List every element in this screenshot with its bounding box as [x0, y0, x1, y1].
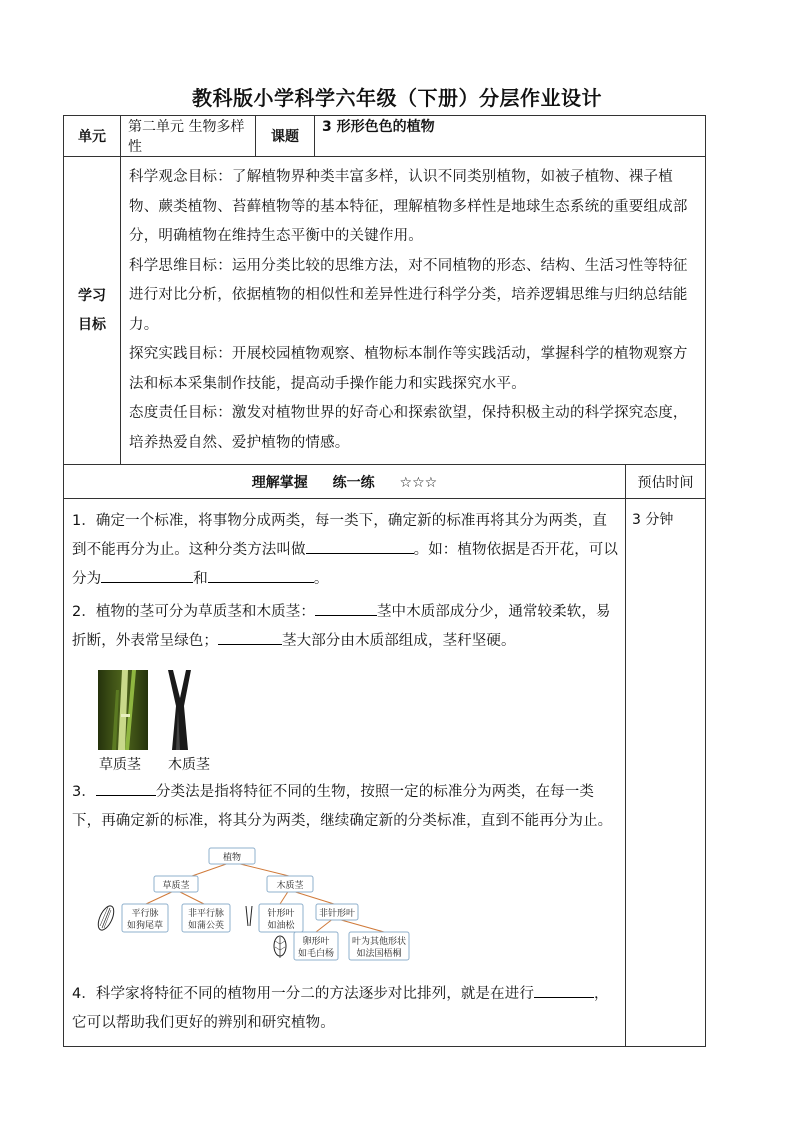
q4-text-b: ，它可以帮助我们更好的辨别和研究植物。 — [72, 986, 609, 1031]
exercise-content — [64, 499, 626, 1047]
goal-practice: 探究实践目标：开展校园植物观察、植物标本制作等实践活动，掌握科学的植物观察方法和标本采集制作技能，提高动手操作能力和实践探究水平。 — [129, 346, 688, 392]
q3-text-a: 3． — [72, 784, 96, 800]
q3-text-b: 分类法是指将特征不同的生物，按照一定的标准分为两类，在每一类下，再确定新的标准，将其分为两类，继续确定新的分类标准，直到不能再分为止。 — [72, 784, 613, 829]
q2-blank-2[interactable] — [218, 628, 282, 645]
q1-text-a: 1．确定一个标准，将事物分成两类，每一类下，确定新的标准再将其分为两类，直到不能再分为止。这种分类方法叫做 — [72, 513, 607, 558]
herbaceous-stem-image — [98, 670, 148, 750]
tree-label-other-1: 叶为其他形状 — [351, 937, 407, 947]
header-row — [64, 116, 706, 157]
classification-tree — [94, 846, 619, 972]
goals-label-line2: 目标 — [78, 316, 106, 333]
tree-label-oval-1: 卵形叶 — [302, 937, 330, 947]
woody-stem-caption: 木质茎 — [168, 757, 210, 773]
section-title-a: 理解掌握 — [251, 474, 308, 491]
time-header: 预估时间 — [626, 465, 706, 499]
tree-label-parallel-2: 如狗尾草 — [126, 921, 164, 931]
q2-text-a: 2．植物的茎可分为草质茎和木质茎： — [72, 604, 315, 620]
parallel-leaf-icon — [95, 904, 117, 933]
tree-label-herb: 草质茎 — [162, 881, 190, 891]
q1-blank-1[interactable] — [306, 537, 414, 554]
q3-blank-1[interactable] — [96, 779, 156, 796]
exercise-row — [64, 499, 706, 1047]
q2-blank-1[interactable] — [315, 599, 377, 616]
tree-label-wood: 木质茎 — [276, 881, 304, 891]
question-1 — [72, 507, 619, 594]
tree-label-nonparallel-2: 如蒲公英 — [187, 921, 225, 931]
q1-blank-3[interactable] — [208, 566, 314, 583]
tree-label-root: 植物 — [222, 853, 242, 863]
unit-value: 第二单元 生物多样性 — [121, 116, 256, 157]
q1-blank-2[interactable] — [101, 566, 193, 583]
goals-row — [64, 157, 706, 465]
goals-label-line1: 学习 — [78, 287, 106, 304]
unit-label: 单元 — [64, 116, 121, 157]
question-4 — [72, 980, 619, 1038]
lesson-label: 课题 — [256, 116, 315, 157]
needle-leaf-icon — [246, 906, 252, 926]
goals-content — [121, 157, 706, 465]
section-title-b: 练一练 — [332, 474, 375, 491]
tree-label-nonneedle: 非针形叶 — [318, 909, 356, 919]
question-3 — [72, 778, 619, 836]
section-title — [64, 465, 626, 499]
q1-text-b: 。如：植物依据是否开花，可以分为 — [72, 542, 619, 587]
tree-label-needle-1: 针形叶 — [267, 909, 295, 919]
goal-thinking: 科学思维目标：运用分类比较的思维方法，对不同植物的形态、结构、生活习性等特征进行对比分析，依据植物的相似性和差异性进行科学分类，培养逻辑思维与归纳总结能力。 — [129, 257, 688, 333]
tree-label-other-2: 如法国梧桐 — [356, 949, 402, 959]
difficulty-stars: ☆☆☆ — [399, 474, 438, 491]
q2-text-b: 茎中木质部成分少，通常较柔软，易折断，外表常呈绿色； — [72, 604, 611, 649]
q4-blank-1[interactable] — [534, 981, 594, 998]
lesson-value: 3 形形色色的植物 — [315, 116, 706, 157]
stem-photos — [94, 670, 214, 752]
tree-label-needle-2: 如油松 — [267, 921, 295, 931]
q4-text-a: 4．科学家将特征不同的植物用一分二的方法逐步对比排列，就是在进行 — [72, 986, 534, 1002]
section-header-row — [64, 465, 706, 499]
oval-leaf-icon — [274, 936, 286, 958]
q2-text-c: 茎大部分由木质部组成，茎秆坚硬。 — [282, 633, 516, 649]
tree-label-nonparallel-1: 非平行脉 — [187, 909, 225, 919]
classification-tree-diagram — [94, 846, 434, 968]
herbaceous-stem-caption: 草质茎 — [99, 757, 141, 773]
goal-attitude: 态度责任目标：激发对植物世界的好奇心和探索欲望，保持积极主动的科学探究态度，培养热爱自然、爱护植物的情感。 — [129, 405, 688, 451]
q1-text-c: 和 — [193, 571, 208, 587]
stem-images — [94, 670, 619, 773]
tree-label-parallel-1: 平行脉 — [131, 909, 159, 919]
document-title: 教科版小学科学六年级（下册）分层作业设计 — [192, 86, 602, 110]
goals-label — [64, 157, 121, 465]
tree-label-oval-2: 如毛白杨 — [297, 949, 335, 959]
question-2 — [72, 598, 619, 656]
woody-stem-image — [168, 670, 191, 750]
estimated-time: 3 分钟 — [626, 499, 706, 1047]
goal-concept: 科学观念目标：了解植物界种类丰富多样，认识不同类别植物，如被子植物、裸子植物、蕨类植物、苔藓植物等的基本特征，理解植物多样性是地球生态系统的重要组成部分，明确植物在维持生态平衡中的关键作用。 — [129, 169, 688, 244]
worksheet-table — [63, 115, 706, 1047]
q1-text-d: 。 — [313, 571, 329, 587]
